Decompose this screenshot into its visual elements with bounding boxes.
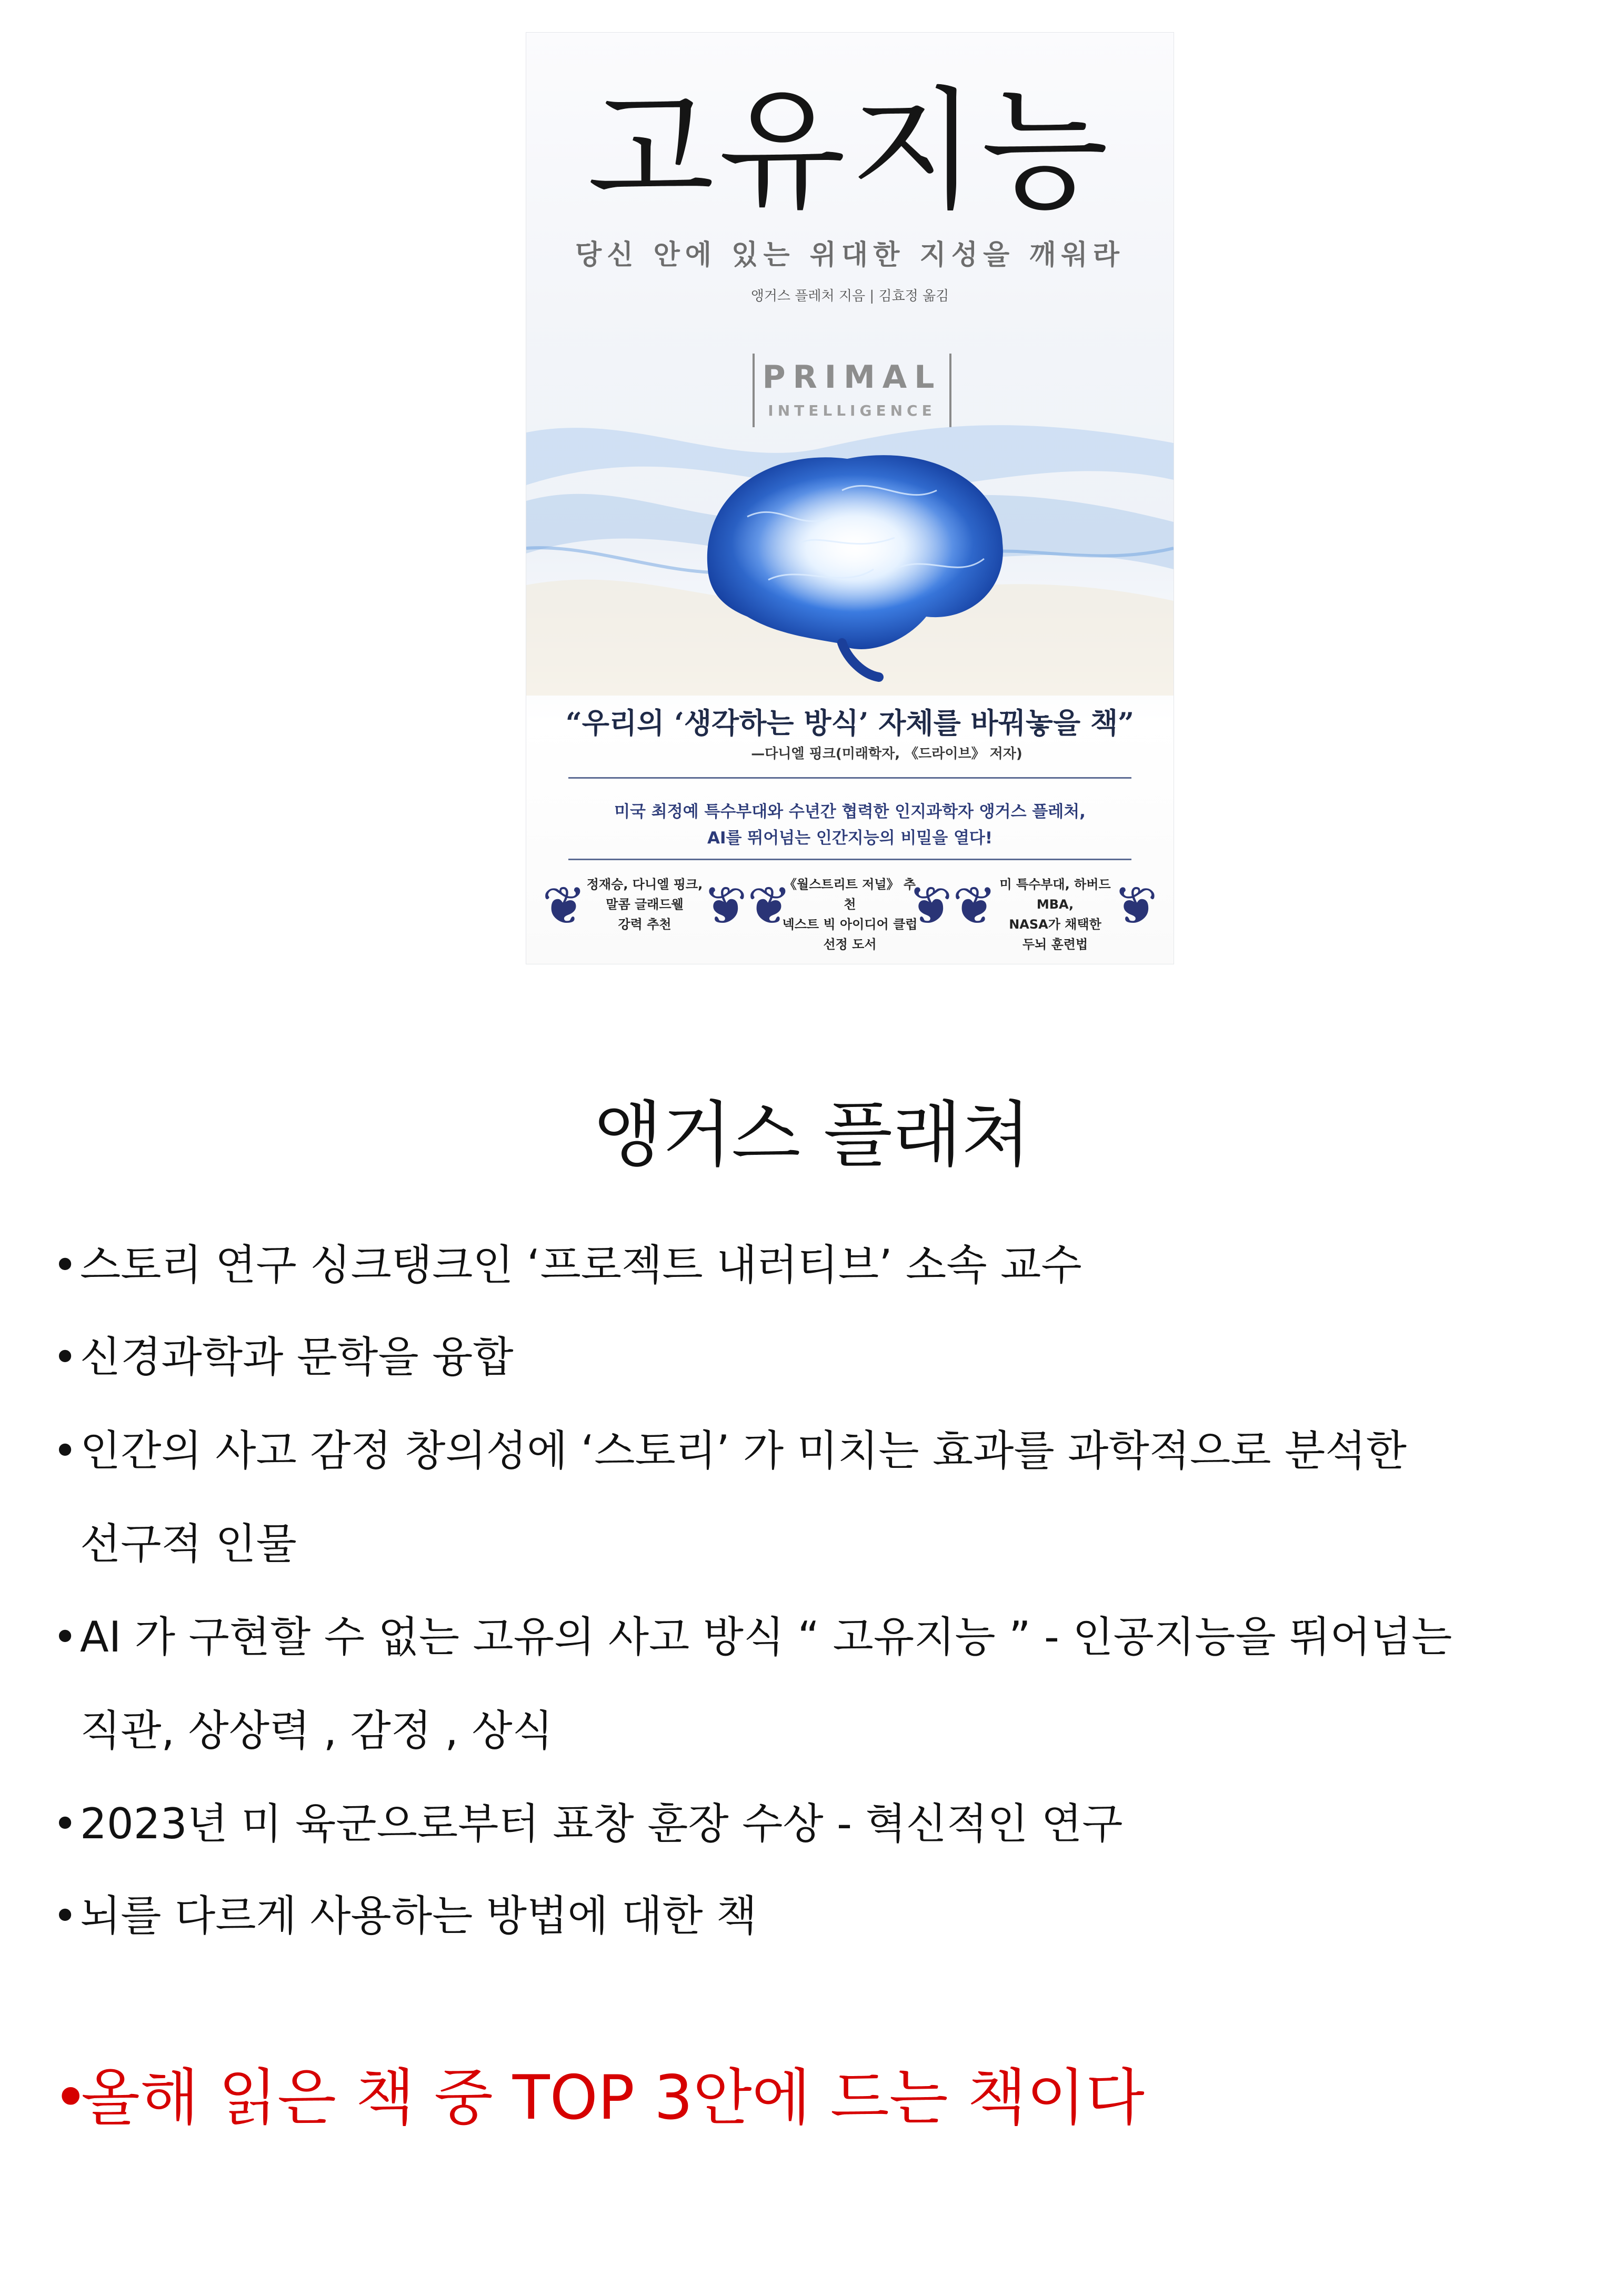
badge-line: 미 특수부대, 하버드 MBA, [999, 877, 1111, 912]
bullet-item [53, 1426, 1407, 1475]
brain-illustration [526, 411, 1174, 696]
badge-line: 강력 추천 [618, 917, 671, 932]
bullet-item [53, 1613, 1452, 1661]
cover-description-line-1: 미국 최정예 특수부대와 수년간 협력한 인지과학자 앵거스 플레처, [614, 802, 1086, 821]
badge-line: NASA가 채택한 [1009, 917, 1101, 932]
cover-description-line-2: AI를 뛰어넘는 인간지능의 비밀을 열다! [707, 829, 993, 848]
author-heading: 앵거스 플래쳐 [593, 1094, 1031, 1177]
badge-line: 넥스트 빅 아이디어 클럽 [782, 917, 918, 932]
laurel-icon: ❦ [953, 875, 997, 936]
bullet-dot: • [53, 1426, 78, 1475]
laurel-icon: ❦ [703, 875, 747, 936]
bullet-text: 신경과학과 문학을 융합 [80, 1333, 514, 1382]
bullet-dot: • [53, 2062, 89, 2133]
laurel-icon: ❦ [747, 875, 791, 936]
bullet-dot: • [53, 1891, 78, 1940]
cover-divider-top [568, 777, 1131, 779]
bullet-dot: • [53, 1333, 78, 1382]
book-cover [526, 33, 1174, 964]
bullet-item [53, 1333, 514, 1382]
badge-line: 《월스트리트 저널》 추천 [784, 877, 916, 912]
bullet-continuation: 직관, 상상력 , 감정 , 상식 [80, 1706, 553, 1755]
cover-primal: PRIMAL [762, 359, 942, 396]
bullet-dot: • [53, 1613, 78, 1661]
cover-quote-source: —다니엘 핑크(미래학자, 《드라이브》 저자) [751, 746, 1022, 762]
laurel-icon: ❦ [908, 875, 953, 936]
laurel-icon: ❦ [1114, 875, 1158, 936]
highlight-bullet [53, 2062, 1145, 2133]
bullet-item [53, 1891, 757, 1940]
bullet-continuation: 선구적 인물 [80, 1519, 297, 1568]
bullet-text: 스토리 연구 싱크탱크인 ‘프로젝트 내러티브’ 소속 교수 [80, 1241, 1082, 1290]
bullet-dot: • [53, 1799, 78, 1848]
bullet-item [53, 1241, 1082, 1290]
bullet-item [53, 1799, 1123, 1848]
cover-divider-bottom [568, 859, 1131, 860]
badge-line: 정재승, 다니엘 핑크, [586, 877, 703, 892]
bullet-dot: • [53, 1241, 78, 1290]
bullet-text: 인간의 사고 감정 창의성에 ‘스토리’ 가 미치는 효과를 과학적으로 분석한 [80, 1426, 1407, 1475]
cover-quote: “우리의 ‘생각하는 방식’ 자체를 바꿔놓을 책” [565, 706, 1135, 740]
cover-title: 고유지능 [587, 74, 1112, 227]
highlight-text: 올해 읽은 책 중 TOP 3안에 드는 책이다 [81, 2062, 1145, 2133]
bullet-text: AI 가 구현할 수 없는 고유의 사고 방식 “ 고유지능 ” - 인공지능을 뛰어넘는 [80, 1613, 1452, 1661]
bullet-text: 뇌를 다르게 사용하는 방법에 대한 책 [80, 1891, 757, 1940]
cover-intelligence: INTELLIGENCE [768, 402, 936, 419]
laurel-icon: ❦ [542, 875, 586, 936]
bullet-text: 2023년 미 육군으로부터 표창 훈장 수상 - 혁신적인 연구 [80, 1799, 1123, 1848]
badge-line: 선정 도서 [823, 937, 877, 952]
badge-line: 두뇌 훈련법 [1022, 937, 1088, 952]
cover-badge [953, 874, 1158, 952]
cover-author-line: 앵거스 플레처 지음 | 김효정 옮김 [750, 288, 949, 304]
badge-line: 말콤 글래드웰 [606, 897, 684, 912]
cover-badge [747, 874, 953, 952]
cover-subtitle: 당신 안에 있는 위대한 지성을 깨워라 [575, 239, 1125, 271]
cover-badge [542, 874, 747, 948]
